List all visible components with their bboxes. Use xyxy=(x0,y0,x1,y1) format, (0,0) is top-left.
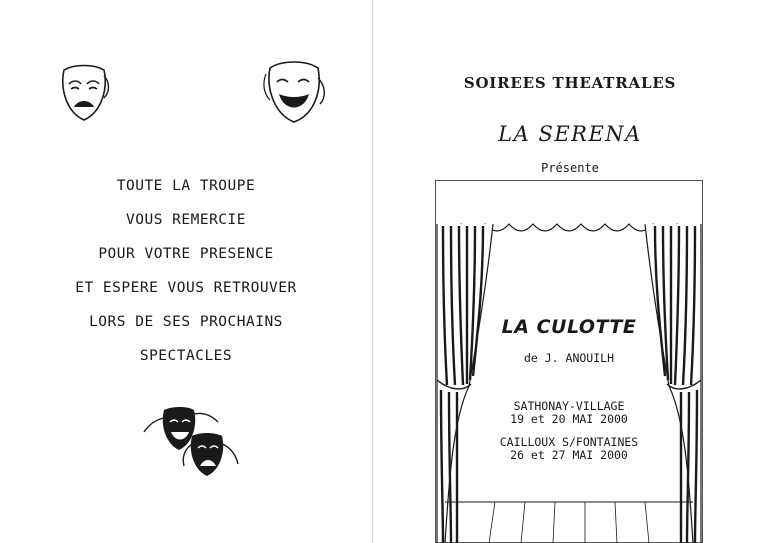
thank-you-message xyxy=(0,172,372,376)
thank-you-line: TOUTE LA TROUPE xyxy=(116,178,256,194)
thank-you-line: POUR VOTRE PRESENCE xyxy=(98,246,274,262)
theatre-masks-pair-icon xyxy=(142,404,242,480)
play-author: de J. ANOUILH xyxy=(523,351,614,365)
thank-you-line: VOUS REMERCIE xyxy=(126,212,246,228)
venue-place: SATHONAY-VILLAGE xyxy=(513,399,625,413)
comedy-mask-icon xyxy=(262,58,330,126)
performance-venue xyxy=(435,400,703,426)
thank-you-line: SPECTACLES xyxy=(139,348,233,364)
play-title: LA CULOTTE xyxy=(501,316,637,338)
venue-dates: 19 et 20 MAI 2000 xyxy=(510,412,628,426)
venue-place: CAILLOUX S/FONTAINES xyxy=(499,435,639,449)
presents-label: Présente xyxy=(541,161,599,175)
venue-dates: 26 et 27 MAI 2000 xyxy=(510,448,628,462)
thank-you-line: LORS DE SES PROCHAINS xyxy=(89,314,283,330)
thank-you-line: ET ESPERE VOUS RETROUVER xyxy=(75,280,297,296)
performance-venue xyxy=(435,436,703,462)
tragedy-mask-icon xyxy=(56,62,112,124)
event-header: SOIREES THEATRALES xyxy=(463,74,677,92)
troupe-name: LA SERENA xyxy=(498,122,642,146)
